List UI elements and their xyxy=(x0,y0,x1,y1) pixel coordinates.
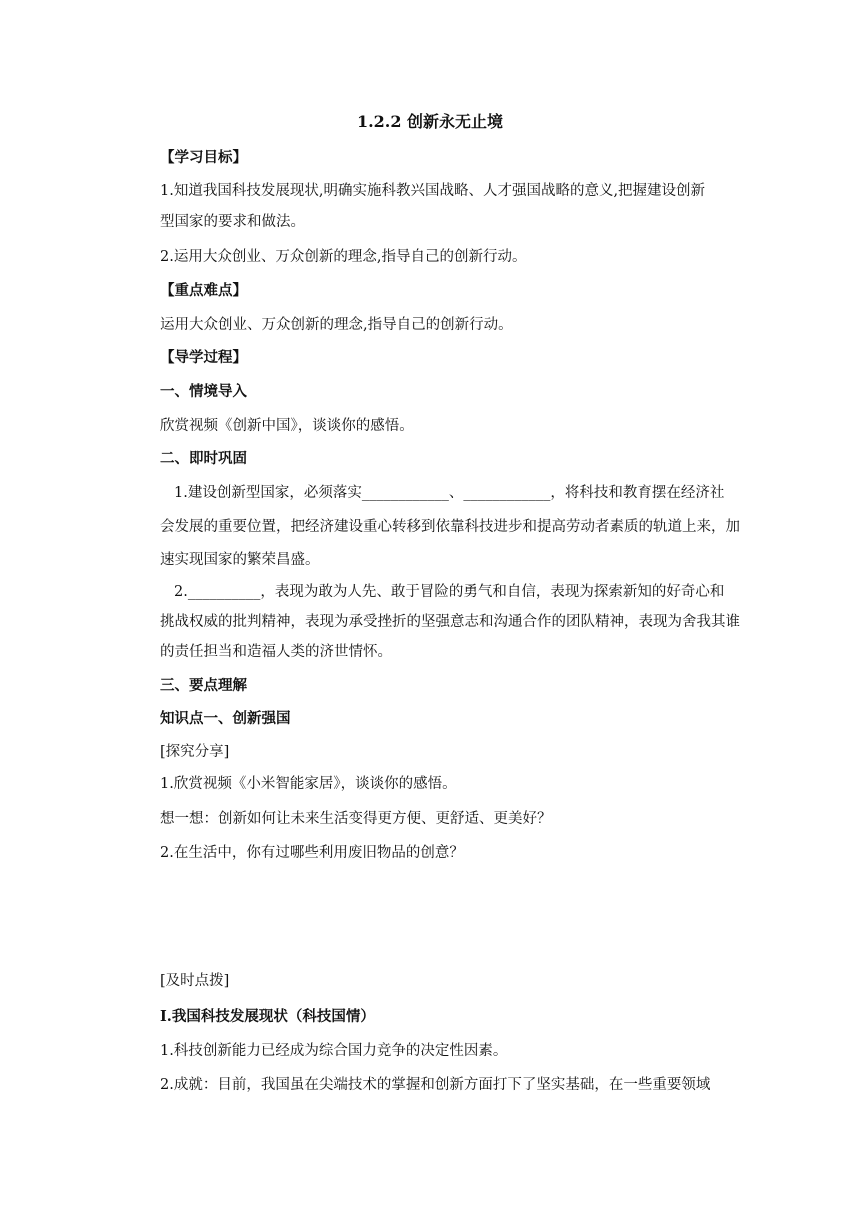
section-2-heading: 二、即时巩固 xyxy=(160,450,247,467)
key-points-heading: 【重点难点】 xyxy=(160,282,247,299)
question-1-line-3: 速实现国家的繁荣昌盛。 xyxy=(160,552,320,568)
explore-think: 想一想：创新如何让未来生活变得更方便、更舒适、更美好？ xyxy=(160,811,552,827)
tips-item-2: 2.成就：目前，我国虽在尖端技术的掌握和创新方面打下了坚实基础，在一些重要领域 xyxy=(160,1077,711,1093)
question-2-line-2: 挑战权威的批判精神，表现为承受挫折的坚强意志和沟通合作的团队精神，表现为舍我其谁 xyxy=(160,614,740,630)
section-1-text: 欣赏视频《创新中国》，谈谈你的感悟。 xyxy=(160,418,414,434)
question-2-line-1: 2.__________，表现为敢为人先、敢于冒险的勇气和自信，表现为探索新知的好奇心和 xyxy=(174,584,725,600)
key-points-text: 运用大众创业、万众创新的理念,指导自己的创新行动。 xyxy=(160,317,513,333)
tips-heading: [及时点拨] xyxy=(160,973,230,989)
learning-goals-heading: 【学习目标】 xyxy=(160,149,247,166)
process-heading: 【导学过程】 xyxy=(160,349,247,366)
explore-item-1: 1.欣赏视频《小米智能家居》，谈谈你的感悟。 xyxy=(160,776,457,792)
explore-heading: [探究分享] xyxy=(160,744,230,760)
explore-item-2: 2.在生活中，你有过哪些利用废旧物品的创意？ xyxy=(160,845,464,861)
learning-goal-1-line-1: 1.知道我国科技发展现状,明确实施科教兴国战略、人才强国战略的意义,把握建设创新 xyxy=(160,183,706,199)
learning-goal-2: 2.运用大众创业、万众创新的理念,指导自己的创新行动。 xyxy=(160,249,527,265)
tips-item-1: 1.科技创新能力已经成为综合国力竞争的决定性因素。 xyxy=(160,1043,508,1059)
question-1-line-2: 会发展的重要位置，把经济建设重心转移到依靠科技进步和提高劳动者素质的轨道上来，加 xyxy=(160,519,740,535)
section-3-heading: 三、要点理解 xyxy=(160,677,247,694)
page-title: 1.2.2 创新永无止境 xyxy=(356,112,504,131)
question-2-line-3: 的责任担当和造福人类的济世情怀。 xyxy=(160,644,392,660)
knowledge-point-1-heading: 知识点一、创新强国 xyxy=(160,710,291,727)
learning-goal-1-line-2: 型国家的要求和做法。 xyxy=(160,214,305,230)
section-1-heading: 一、情境导入 xyxy=(160,383,247,400)
question-1-line-1: 1.建设创新型国家，必须落实____________、____________，将科技和教育摆在经济社 xyxy=(174,485,725,501)
tips-subheading: Ⅰ.我国科技发展现状（科技国情） xyxy=(160,1008,375,1025)
